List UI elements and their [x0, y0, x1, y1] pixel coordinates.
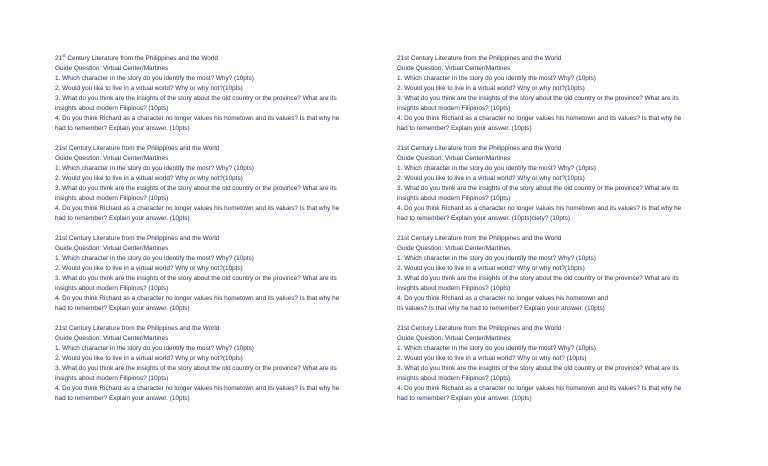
question-2: 2. Would you like to live in a virtual world? Why or why not?(10pts): [55, 355, 243, 362]
question-block-left-3: [55, 234, 375, 314]
question-3-line-2: insights about modern Filipinos? (10pts): [55, 375, 169, 382]
question-2: 2. Would you like to live in a virtual world? Why or why not?(10pts): [397, 265, 585, 272]
question-block-left-1: [55, 54, 375, 134]
question-3-line-1: 3. What do you think are the insights of the story about the old country or the province? What are its: [55, 365, 337, 372]
question-4-line-1: 4. Do you think Richard as a character no longer values his hometown and its values? Is that why he: [55, 295, 340, 302]
title-number: 21: [55, 55, 63, 62]
question-block-right-3: [397, 234, 717, 314]
question-3-line-1: 3. What do you think are the insights of the story about the old country or the province? What are its: [397, 365, 679, 372]
question-4-line-1: 4. Do you think Richard as a character no longer values his hometown and its values? Is that why he: [55, 385, 340, 392]
guide-question: Guide Question: Virtual Center/Martines: [55, 65, 169, 72]
title-rest: Century Literature from the Philippines and the World: [65, 55, 218, 62]
guide-question: Guide Question: Virtual Center/Martines: [397, 65, 511, 72]
block-title: 21st Century Literature from the Philippines and the World: [55, 145, 220, 152]
block-title: 21st Century Literature from the Philippines and the World: [55, 325, 220, 332]
question-block-right-4: [397, 324, 717, 404]
block-title: 21st Century Literature from the Philippines and the World: [397, 55, 562, 62]
question-1: 1. Which character in the story do you identify the most? Why? (10pts): [55, 165, 254, 172]
question-4-line-1: 4. Do you think Richard as a character no longer values his hometown and its values? Is that why he: [55, 205, 340, 212]
block-title: 21st Century Literature from the Philippines and the World: [397, 235, 562, 242]
question-block-right-2: [397, 144, 717, 224]
block-title: 21st Century Literature from the Philippines and the World: [397, 145, 562, 152]
guide-question: Guide Question: Virtual Center/Martines: [397, 335, 511, 342]
question-3-line-2: insights about modern Filipinos? (10pts): [55, 285, 169, 292]
block-title: [55, 54, 375, 64]
question-4-line-2: had to remember? Explain your answer. (10pts)ciety? (10pts): [397, 215, 570, 222]
question-1: 1. Which character in the story do you identify the most? Why? (10pts): [397, 165, 596, 172]
guide-question: Guide Question: Virtual Center/Martines: [397, 155, 511, 162]
question-block-left-4: [55, 324, 375, 404]
question-1: 1. Which character in the story do you identify the most? Why? (10pts): [55, 345, 254, 352]
guide-question: Guide Question: Virtual Center/Martines: [55, 245, 169, 252]
question-1: 1. Which character in the story do you identify the most? Why? (10pts): [55, 75, 254, 82]
question-2: 2. Would you like to live in a virtual world? Why or why not?(10pts): [397, 85, 585, 92]
question-4-line-2: its values? Is that why he had to remember? Explain your answer. (10pts): [397, 305, 605, 312]
question-3-line-2: insights about modern Filipinos? (10pts): [397, 285, 511, 292]
guide-question: Guide Question: Virtual Center/Martines: [55, 335, 169, 342]
question-3-line-1: 3. What do you think are the insights of the story about the old country or the province? What are its: [55, 275, 337, 282]
question-2: 2. Would you like to live in a virtual world? Why or why not? (10pts): [397, 355, 587, 362]
question-4-line-2: had to remember? Explain your answer. (10pts): [397, 395, 532, 402]
question-4-line-1: 4. Do you think Richard as a character no longer values his hometown and its values? Is that why he: [397, 205, 682, 212]
question-3-line-2: insights about modern Filipinos? (10pts): [397, 375, 511, 382]
question-3-line-1: 3. What do you think are the insights of the story about the old country or the province? What are its: [55, 95, 337, 102]
question-4-line-2: had to remember? Explain your answer. (10pts): [55, 125, 190, 132]
question-4-line-1: 4. Do you think Richard as a character no longer values his hometown and its values? Is that why he: [397, 385, 682, 392]
guide-question: Guide Question: Virtual Center/Martines: [55, 155, 169, 162]
question-1: 1. Which character in the story do you identify the most? Why? (10pts): [397, 75, 596, 82]
question-3-line-2: insights about modern Filipinos? (10pts): [397, 195, 511, 202]
question-3-line-2: insights about modern Filipinos? (10pts): [55, 195, 169, 202]
question-block-right-1: [397, 54, 717, 134]
question-2: 2. Would you like to live in a virtual world? Why or why not?(10pts): [55, 175, 243, 182]
question-1: 1. Which character in the story do you identify the most? Why? (10pts): [55, 255, 254, 262]
question-4-line-2: had to remember? Explain your answer. (10pts): [55, 305, 190, 312]
question-1: 1. Which character in the story do you identify the most? Why? (10pts): [397, 345, 596, 352]
block-title: 21st Century Literature from the Philippines and the World: [397, 325, 562, 332]
question-block-left-2: [55, 144, 375, 224]
question-2: 2. Would you like to live in a virtual world? Why or why not?(10pts): [397, 175, 585, 182]
question-3-line-2: insights about modern Filipinos? (10pts): [397, 105, 511, 112]
question-3-line-1: 3. What do you think are the insights of the story about the old country or the province? What are its: [397, 275, 679, 282]
question-1: 1. Which character in the story do you identify the most? Why? (10pts): [397, 255, 596, 262]
question-3-line-1: 3. What do you think are the insights of the story about the old country or the province? What are its: [397, 95, 679, 102]
question-2: 2. Would you like to live in a virtual world? Why or why not?(10pts): [55, 85, 243, 92]
question-3-line-1: 3. What do you think are the insights of the story about the old country or the province? What are its: [397, 185, 679, 192]
question-4-line-1: 4. Do you think Richard as a character no longer values his hometown and its values? Is that why he: [55, 115, 340, 122]
title-superscript: st: [62, 52, 66, 58]
question-3-line-1: 3. What do you think are the insights of the story about the old country or the province? What are its: [55, 185, 337, 192]
question-4-line-1: 4. Do you think Richard as a character no longer values his hometown and: [397, 295, 609, 302]
question-4-line-1: 4. Do you think Richard as a character no longer values his hometown and its values? Is that why he: [397, 115, 682, 122]
block-title: 21st Century Literature from the Philippines and the World: [55, 235, 220, 242]
question-4-line-2: had to remember? Explain your answer. (10pts): [397, 125, 532, 132]
guide-question: Guide Question: Virtual Center/Martines: [397, 245, 511, 252]
question-3-line-2: insights about modern Filipinos? (10pts): [55, 105, 169, 112]
question-2: 2. Would you like to live in a virtual world? Why or why not?(10pts): [55, 265, 243, 272]
question-4-line-2: had to remember? Explain your answer. (10pts): [55, 395, 190, 402]
question-4-line-2: had to remember? Explain your answer. (10pts): [55, 215, 190, 222]
